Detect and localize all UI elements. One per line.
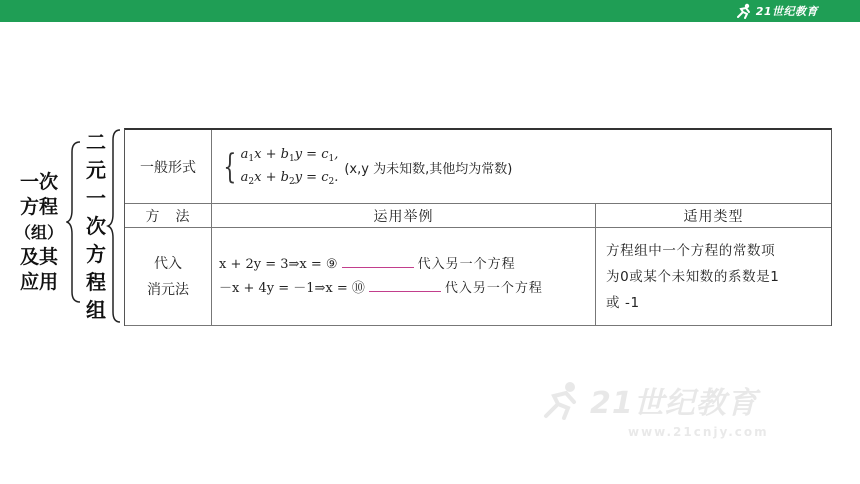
left-brace-icon xyxy=(66,140,82,304)
subtitle-char: 次 xyxy=(86,214,106,238)
type-line-2: 为0或某个未知数的系数是1 xyxy=(606,268,780,285)
example-cell xyxy=(219,228,595,325)
answer-blank-10[interactable] xyxy=(369,277,441,292)
logo-text: 21世纪教育 xyxy=(755,5,818,18)
general-form-label: 一般形式 xyxy=(140,159,196,176)
subtitle-char: 元 xyxy=(86,158,106,182)
subtitle-char: 二 xyxy=(86,130,106,154)
watermark xyxy=(540,378,758,422)
table-header-row xyxy=(125,204,831,228)
top-banner xyxy=(0,0,860,22)
general-form-note: (x,y 为未知数,其他均为常数) xyxy=(344,162,513,177)
method-name-line2: 消元法 xyxy=(147,281,189,298)
watermark-runner-icon xyxy=(540,380,584,420)
example-line-2 xyxy=(219,277,543,301)
equation-system xyxy=(219,147,338,187)
table-row-general-form xyxy=(125,130,831,204)
type-line-1: 方程组中一个方程的常数项 xyxy=(606,242,776,259)
section-title xyxy=(10,170,68,295)
title-line: （组） xyxy=(14,223,63,242)
type-line-3: 或 -1 xyxy=(606,294,640,311)
runner-icon xyxy=(735,3,753,19)
header-example: 运用举例 xyxy=(373,208,434,225)
title-line: 一次 xyxy=(19,171,58,193)
method-name-line1: 代入 xyxy=(154,255,182,272)
example-1-expression: x + 2y = 3⇒x = ⑨ xyxy=(219,256,338,272)
title-line: 及其 xyxy=(19,246,58,268)
example-2-tail: 代入另一个方程 xyxy=(444,280,543,296)
header-type: 适用类型 xyxy=(683,208,744,225)
watermark-url: www.21cnjy.com xyxy=(628,425,769,439)
system-brace-icon: { xyxy=(223,146,237,187)
type-cell xyxy=(596,228,831,325)
watermark-text: 21世纪教育 xyxy=(590,386,758,421)
summary-table xyxy=(124,128,832,326)
subtitle-char: 组 xyxy=(86,298,106,322)
subtitle-char: 方 xyxy=(86,242,106,266)
table-row-substitution xyxy=(125,228,831,326)
right-brace-icon xyxy=(106,128,122,324)
answer-blank-9[interactable] xyxy=(342,253,414,268)
subsection-title xyxy=(84,128,108,324)
subtitle-char: 程 xyxy=(86,270,106,294)
method-cell xyxy=(125,228,211,325)
subtitle-char: 一 xyxy=(86,186,106,210)
title-line: 方程 xyxy=(19,196,58,218)
general-form-content xyxy=(219,130,831,203)
header-method: 方 法 xyxy=(145,208,191,225)
brand-logo xyxy=(735,2,818,20)
example-line-1 xyxy=(219,253,516,277)
example-2-expression: －x + 4y = －1⇒x = ⑩ xyxy=(219,280,365,296)
equation-2: $a_2x + b_2y = c_2$. xyxy=(240,169,339,187)
equation-1: $a_1x + b_1y = c_1$, xyxy=(240,146,339,164)
title-line: 应用 xyxy=(19,271,58,293)
example-1-tail: 代入另一个方程 xyxy=(417,256,516,272)
